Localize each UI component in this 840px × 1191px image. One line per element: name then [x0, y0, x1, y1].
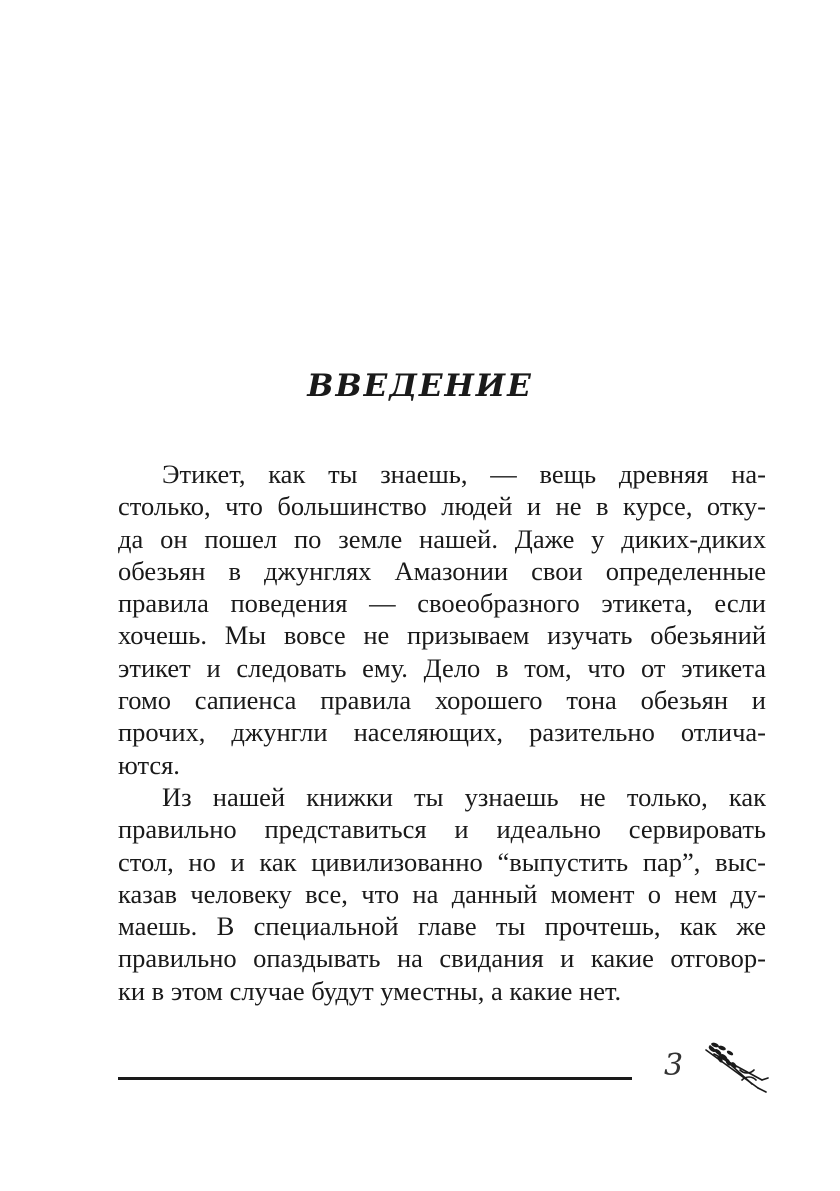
text-line: правильно представиться и идеально сервировать — [118, 814, 766, 845]
text-line: ются. — [118, 749, 180, 780]
text-line: гомо сапиенса правила хорошего тона обезьян и — [118, 685, 766, 716]
wheat-sprig-icon — [700, 1040, 770, 1096]
body-text — [118, 458, 766, 1007]
chapter-heading: ВВЕДЕНИЕ — [307, 368, 533, 404]
text-line: Этикет, как ты знаешь, — вещь древняя на- — [162, 459, 766, 489]
text-line: казав человеку все, что на данный момент о нем ду- — [118, 878, 766, 909]
text-line: правила поведения — своеобразного этикета, если — [118, 588, 766, 619]
text-line: да он пошел по земле нашей. Даже у диких-диких — [118, 523, 766, 554]
text-line: столько, что большинство людей и не в курсе, отку- — [118, 491, 766, 522]
text-line: прочих, джунгли населяющих, разительно отлича- — [118, 717, 766, 748]
paragraph-1 — [118, 458, 766, 781]
text-line: стол, но и как цивилизованно “выпустить пар”, выс- — [118, 846, 766, 877]
text-line: этикет и следовать ему. Дело в том, что от этикета — [118, 652, 766, 683]
footer-rule — [118, 1077, 632, 1080]
text-line: маешь. В специальной главе ты прочтешь, как же — [118, 911, 766, 942]
text-line: Из нашей книжки ты узнаешь не только, как — [162, 781, 766, 812]
text-line: хочешь. Мы вовсе не призываем изучать обезьяний — [118, 620, 766, 651]
text-line: ки в этом случае будут уместны, а какие нет. — [118, 975, 622, 1006]
paragraph-2 — [118, 781, 766, 1007]
page-number: 3 — [664, 1048, 684, 1083]
text-line: обезьян в джунглях Амазонии свои определенные — [118, 555, 766, 586]
text-line: правильно опаздывать на свидания и какие отговор- — [118, 943, 766, 974]
